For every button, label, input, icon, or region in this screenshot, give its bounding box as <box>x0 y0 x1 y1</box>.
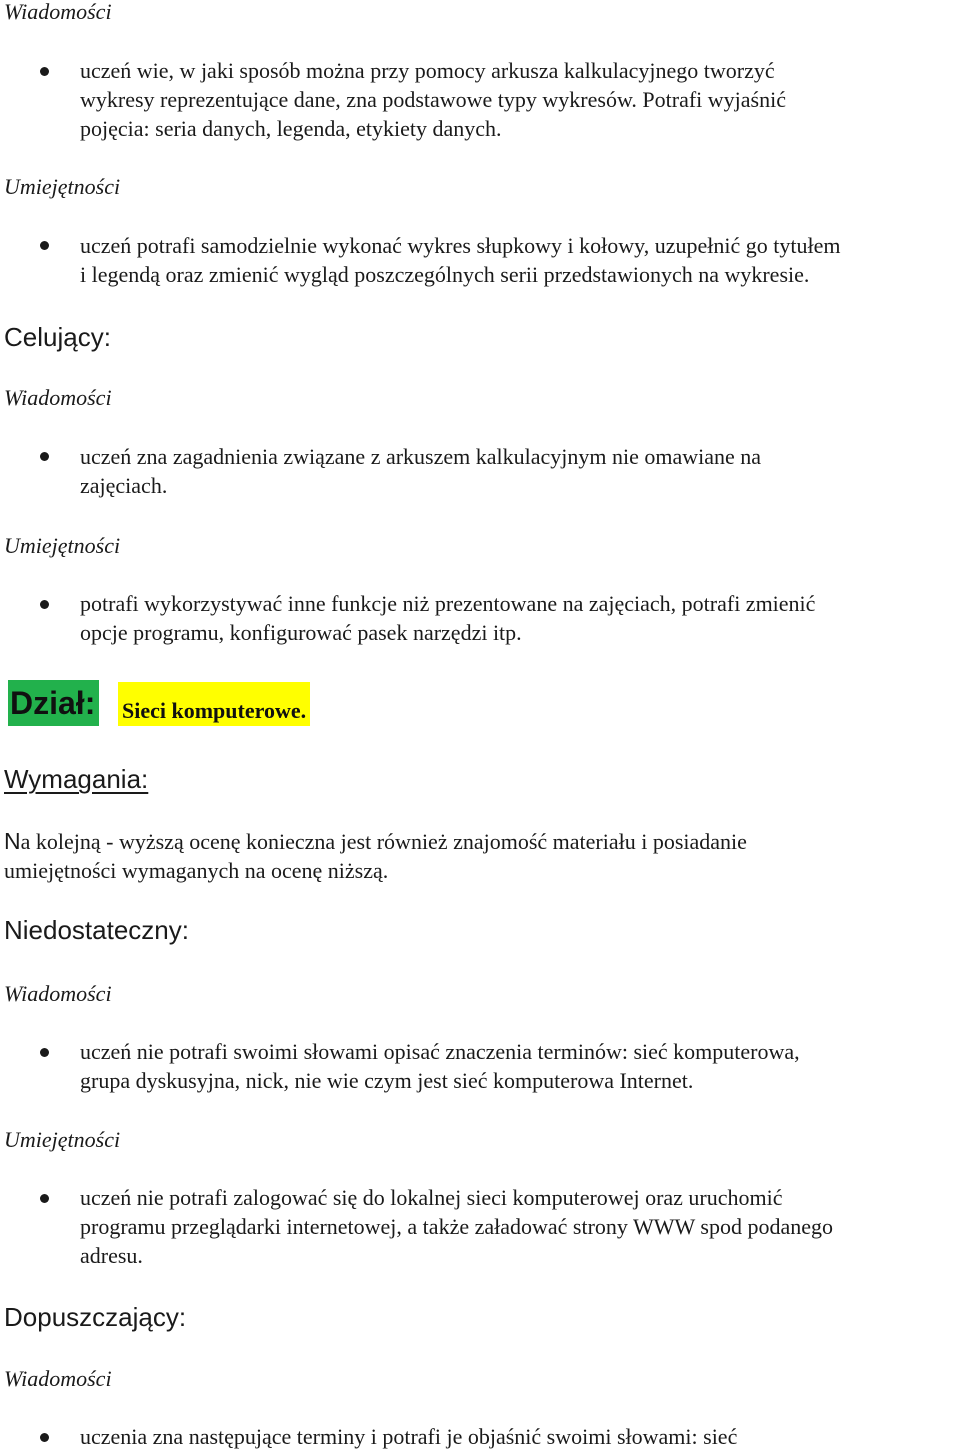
bullet-item: uczeń nie potrafi swoimi słowami opisać znaczenia terminów: sieć komputerowa, grupa dyskusyjna, nick, nie wie czym jest sieć komputerowa Internet. <box>80 1039 800 1093</box>
bullet-icon <box>40 1194 49 1203</box>
label-wiadomosci: Wiadomości <box>4 385 112 410</box>
label-wiadomosci: Wiadomości <box>4 0 112 24</box>
bullet-icon <box>40 1433 49 1442</box>
bullet-item: potrafi wykorzystywać inne funkcje niż prezentowane na zajęciach, potrafi zmienić opcje programu, konfigurować pasek narzędzi itp. <box>80 591 816 645</box>
label-wiadomosci: Wiadomości <box>4 981 112 1006</box>
bullet-item: uczeń zna zagadnienia związane z arkuszem kalkulacyjnym nie omawiane na zajęciach. <box>80 444 762 498</box>
bullet-icon <box>40 1048 49 1057</box>
label-umiejetnosci: Umiejętności <box>4 533 121 558</box>
requirements-paragraph: Na kolejną - wyższą ocenę konieczna jest również znajomość materiału i posiadanie umiejętności wymaganych na ocenę niższą. <box>4 828 747 883</box>
bullet-icon <box>40 600 49 609</box>
bullet-icon <box>40 67 49 76</box>
requirements-heading: Wymagania: <box>4 764 149 794</box>
bullet-item: uczeń potrafi samodzielnie wykonać wykres słupkowy i kołowy, uzupełnić go tytułem i legendą oraz zmienić wygląd poszczególnych serii przedstawionych na wykresie. <box>80 233 841 287</box>
bullet-icon <box>40 241 49 250</box>
label-umiejetnosci: Umiejętności <box>4 174 121 199</box>
bullet-item: uczenia zna następujące terminy i potrafi je objaśnić swoimi słowami: sieć <box>80 1424 738 1449</box>
bullet-item: uczeń wie, w jaki sposób można przy pomocy arkusza kalkulacyjnego tworzyć wykresy reprezentujące dane, zna podstawowe typy wykresów. Potrafi wyjaśnić pojęcia: seria danych, legenda, etykiety danych. <box>80 58 786 141</box>
bullet-icon <box>40 452 49 461</box>
grade-heading-dopuszczajacy: Dopuszczający: <box>4 1302 187 1332</box>
label-umiejetnosci: Umiejętności <box>4 1127 121 1152</box>
grade-heading-celujacy: Celujący: <box>4 322 111 352</box>
drop-cap: N <box>4 828 21 854</box>
grade-heading-niedostateczny: Niedostateczny: <box>4 915 189 945</box>
section-title: Sieci komputerowe. <box>118 682 310 726</box>
section-label: Dział: <box>8 680 99 726</box>
label-wiadomosci: Wiadomości <box>4 1366 112 1391</box>
bullet-item: uczeń nie potrafi zalogować się do lokalnej sieci komputerowej oraz uruchomić programu przeglądarki internetowej, a także załadować strony WWW spod podanego adresu. <box>80 1185 834 1268</box>
